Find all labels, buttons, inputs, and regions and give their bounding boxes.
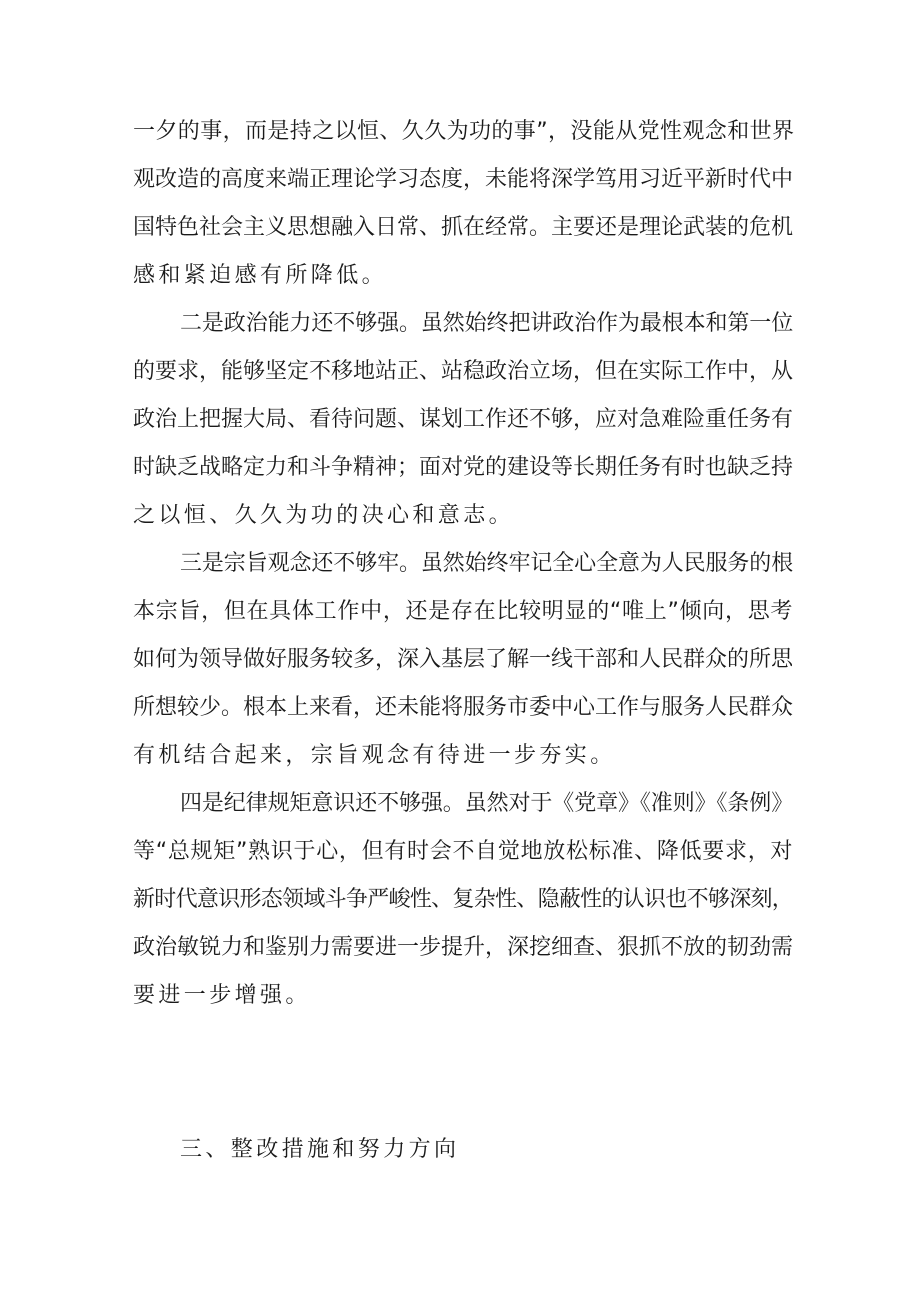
paragraph-2-line-1: 二是政治能力还不够强。虽然始终把讲政治作为最根本和第一位 (180, 311, 793, 336)
paragraph-1-line-4: 感和紧迫感有所降低。 (133, 263, 388, 288)
paragraph-2-line-3: 政治上把握大局、看待问题、谋划工作还不够，应对急难险重任务有 (133, 407, 794, 432)
paragraph-1-line-3: 国特色社会主义思想融入日常、抓在经常。主要还是理论武装的危机 (133, 215, 794, 240)
paragraph-2-line-2: 的要求，能够坚定不移地站正、站稳政治立场，但在实际工作中，从 (133, 359, 794, 384)
section-heading: 三、整改措施和努力方向 (180, 1137, 460, 1162)
paragraph-3-line-5: 有机结合起来，宗旨观念有待进一步夯实。 (133, 743, 616, 768)
paragraph-2-line-5: 之以恒、久久为功的决心和意志。 (133, 503, 515, 528)
paragraph-4-line-5: 要进一步增强。 (133, 983, 311, 1008)
paragraph-4-line-1: 四是纪律规矩意识还不够强。虽然对于《党章》《准则》《条例》 (180, 791, 793, 816)
paragraph-3-line-3: 如何为领导做好服务较多，深入基层了解一线干部和人民群众的所思 (133, 647, 794, 672)
paragraph-2-line-4: 时缺乏战略定力和斗争精神；面对党的建设等长期任务有时也缺乏持 (133, 455, 794, 480)
paragraph-3-line-4: 所想较少。根本上来看，还未能将服务市委中心工作与服务人民群众 (133, 695, 794, 720)
paragraph-4-line-4: 政治敏锐力和鉴别力需要进一步提升，深挖细查、狠抓不放的韧劲需 (133, 935, 794, 960)
paragraph-3-line-1: 三是宗旨观念还不够牢。虽然始终牢记全心全意为人民服务的根 (180, 551, 793, 576)
paragraph-3-line-2: 本宗旨，但在具体工作中，还是存在比较明显的“唯上”倾向，思考 (133, 599, 793, 624)
paragraph-4-line-2: 等“总规矩”熟识于心，但有时会不自觉地放松标准、降低要求，对 (133, 839, 793, 864)
paragraph-1-line-1: 一夕的事，而是持之以恒、久久为功的事”，没能从党性观念和世界 (133, 119, 795, 144)
paragraph-4-line-3: 新时代意识形态领域斗争严峻性、复杂性、隐蔽性的认识也不够深刻， (133, 887, 793, 912)
paragraph-1-line-2: 观改造的高度来端正理论学习态度，未能将深学笃用习近平新时代中 (133, 167, 794, 192)
